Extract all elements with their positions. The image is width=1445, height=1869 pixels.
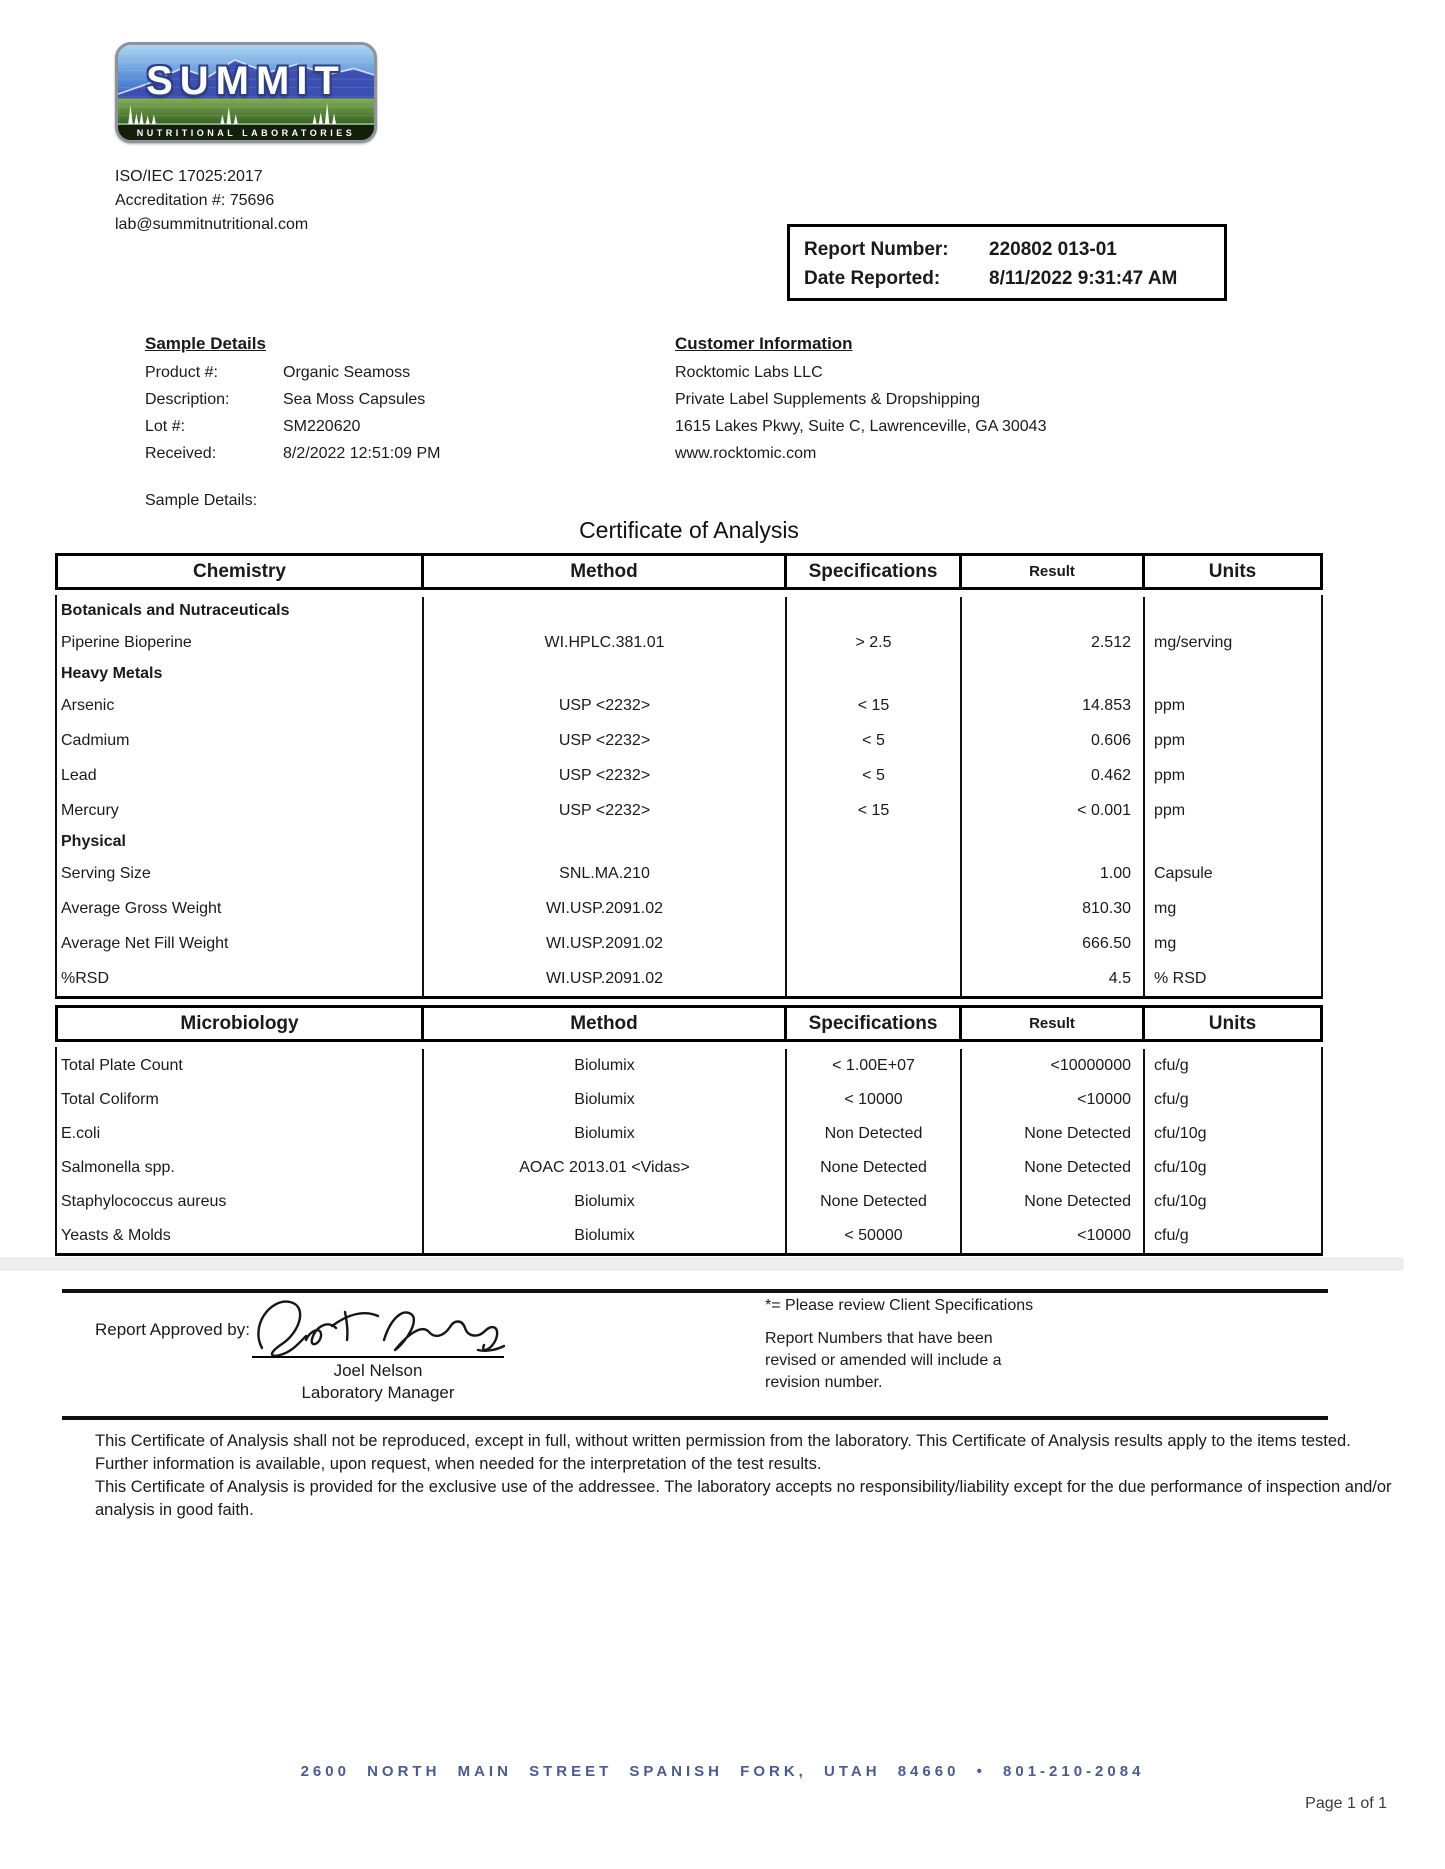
customer-address: 1615 Lakes Pkwy, Suite C, Lawrenceville, GA 30043 — [675, 418, 1047, 435]
table-cell: < 1.00E+07 — [787, 1049, 962, 1083]
table-cell: cfu/g — [1154, 1227, 1189, 1244]
table-row — [57, 625, 1321, 660]
lot-value: SM220620 — [283, 418, 361, 435]
table-cell: None Detected — [962, 1117, 1145, 1151]
table-row — [57, 1219, 1321, 1253]
table-body — [55, 1047, 1323, 1256]
customer-website: www.rocktomic.com — [675, 445, 817, 462]
lab-address-footer: 2600 NORTH MAIN STREET SPANISH FORK, UTAH 84660 • 801-210-2084 — [300, 1763, 1145, 1780]
table-cell: Capsule — [1154, 864, 1213, 882]
date-reported-row — [804, 264, 1224, 293]
table-cell: WI.USP.2091.02 — [424, 961, 787, 996]
table-cell — [1145, 660, 1321, 688]
table-header-row — [55, 553, 1323, 590]
column-header: Units — [1208, 1012, 1257, 1034]
column-header: Method — [424, 556, 787, 587]
table-cell: < 10000 — [787, 1083, 962, 1117]
report-number-label: Report Number: — [804, 239, 949, 260]
accreditation-number: Accreditation #: 75696 — [115, 192, 275, 209]
table-cell: 0.606 — [962, 723, 1145, 758]
table-cell: Total Plate Count — [57, 1049, 424, 1083]
summit-logo — [115, 42, 377, 143]
table-cell: Cadmium — [57, 723, 424, 758]
table-cell: cfu/10g — [1154, 1125, 1207, 1142]
table-row — [57, 1049, 1321, 1083]
table-cell — [787, 926, 962, 961]
table-cell: mg — [1154, 934, 1177, 952]
table-cell: cfu/10g — [1154, 1193, 1207, 1210]
table-cell: Mercury — [57, 793, 424, 828]
table-cell: AOAC 2013.01 <Vidas> — [424, 1151, 787, 1185]
table-row — [57, 793, 1321, 828]
disclaimer-paragraph-1: This Certificate of Analysis shall not be reproduced, except in full, without written permission from the laboratory. This Certificate of Analysis results apply to the items tested. Further information is available, upon request, when needed for the interpretation of the test results. — [95, 1432, 1351, 1473]
table-cell: < 15 — [787, 688, 962, 723]
table-cell: Biolumix — [424, 1083, 787, 1117]
table-cell: None Detected — [787, 1151, 962, 1185]
table-cell: Non Detected — [787, 1117, 962, 1151]
table-cell: <10000000 — [962, 1049, 1145, 1083]
table-cell: None Detected — [962, 1185, 1145, 1219]
table-cell: Salmonella spp. — [57, 1151, 424, 1185]
table-row — [57, 856, 1321, 891]
customer-information-heading: Customer Information — [675, 334, 853, 353]
table-cell: SNL.MA.210 — [424, 856, 787, 891]
certificate-title: Certificate of Analysis — [579, 517, 799, 543]
table-cell: Biolumix — [424, 1117, 787, 1151]
table-cell: 14.853 — [962, 688, 1145, 723]
table-cell: Staphylococcus aureus — [57, 1185, 424, 1219]
section-row — [57, 828, 1321, 856]
table-row — [57, 688, 1321, 723]
table-cell — [787, 597, 962, 625]
table-cell — [962, 660, 1145, 688]
table-cell: < 5 — [787, 758, 962, 793]
received-value: 8/2/2022 12:51:09 PM — [283, 445, 441, 462]
signature-image — [248, 1292, 508, 1358]
table-cell: 0.462 — [962, 758, 1145, 793]
table-cell: None Detected — [787, 1185, 962, 1219]
table-cell: 4.5 — [962, 961, 1145, 996]
table-row — [57, 1083, 1321, 1117]
table-cell: mg — [1154, 899, 1177, 917]
customer-information-block — [675, 359, 1046, 467]
signature-line — [252, 1356, 504, 1358]
column-header: Chemistry — [58, 556, 424, 587]
table-row — [57, 758, 1321, 793]
table-cell: ppm — [1154, 731, 1186, 749]
table-body — [55, 595, 1323, 999]
disclaimer-block — [95, 1430, 1393, 1522]
table-cell: ppm — [1154, 801, 1186, 819]
sample-details-heading: Sample Details — [145, 334, 266, 353]
table-cell — [1145, 597, 1321, 625]
customer-tagline: Private Label Supplements & Dropshipping — [675, 391, 981, 408]
table-cell: cfu/g — [1154, 1091, 1189, 1108]
table-cell — [424, 660, 787, 688]
section-row — [57, 660, 1321, 688]
table-row — [57, 891, 1321, 926]
logo-banner — [118, 125, 374, 140]
table-cell: mg/serving — [1154, 633, 1233, 651]
product-label: Product #: — [145, 364, 218, 381]
table-cell — [424, 597, 787, 625]
table-row — [57, 961, 1321, 996]
report-number-row — [804, 235, 1224, 264]
table-cell — [1145, 828, 1321, 856]
table-cell: 666.50 — [962, 926, 1145, 961]
table-cell — [787, 891, 962, 926]
received-label: Received: — [145, 445, 217, 462]
chemistry-table — [55, 553, 1323, 999]
table-cell: Yeasts & Molds — [57, 1219, 424, 1253]
table-cell — [787, 856, 962, 891]
table-header-row — [55, 1005, 1323, 1042]
customer-name: Rocktomic Labs LLC — [675, 364, 823, 381]
table-cell: Average Gross Weight — [57, 891, 424, 926]
table-cell — [424, 828, 787, 856]
table-cell — [787, 961, 962, 996]
column-header: Specifications — [787, 556, 962, 587]
horizontal-rule-bottom — [62, 1416, 1328, 1420]
column-header: Result — [962, 556, 1145, 587]
client-specs-note: *= Please review Client Specifications — [765, 1297, 1034, 1314]
table-cell: 810.30 — [962, 891, 1145, 926]
table-cell: > 2.5 — [787, 625, 962, 660]
column-header: Result — [962, 1008, 1145, 1039]
table-cell: Average Net Fill Weight — [57, 926, 424, 961]
table-cell: WI.USP.2091.02 — [424, 926, 787, 961]
table-cell: E.coli — [57, 1117, 424, 1151]
report-info-box — [787, 224, 1227, 301]
date-reported-value: 8/11/2022 9:31:47 AM — [989, 268, 1178, 289]
table-cell: cfu/10g — [1154, 1159, 1207, 1176]
logo-wordmark: SUMMIT — [146, 59, 346, 103]
signer-title: Laboratory Manager — [301, 1383, 455, 1402]
gray-divider-strip — [0, 1257, 1404, 1271]
table-cell: Heavy Metals — [57, 660, 424, 688]
description-label: Description: — [145, 391, 230, 408]
sample-row-received — [145, 440, 440, 467]
section-row — [57, 597, 1321, 625]
table-cell: Physical — [57, 828, 424, 856]
table-cell — [962, 828, 1145, 856]
accreditation-block — [115, 165, 308, 237]
table-cell: Lead — [57, 758, 424, 793]
sample-details-block — [145, 359, 440, 467]
table-cell: USP <2232> — [424, 793, 787, 828]
table-cell: Arsenic — [57, 688, 424, 723]
logo-banner-text: NUTRITIONAL LABORATORIES — [136, 127, 356, 138]
table-cell: Botanicals and Nutraceuticals — [57, 597, 424, 625]
table-cell: USP <2232> — [424, 688, 787, 723]
table-cell: WI.USP.2091.02 — [424, 891, 787, 926]
column-header: Method — [424, 1008, 787, 1039]
product-value: Organic Seamoss — [283, 364, 411, 381]
table-cell — [962, 597, 1145, 625]
table-cell: None Detected — [962, 1151, 1145, 1185]
column-header: Units — [1208, 560, 1257, 582]
table-row — [57, 1151, 1321, 1185]
table-cell: < 0.001 — [962, 793, 1145, 828]
revision-note: Report Numbers that have been revised or amended will include a revision number. — [765, 1330, 1002, 1391]
description-value: Sea Moss Capsules — [283, 391, 426, 408]
report-number-value: 220802 013-01 — [989, 239, 1117, 260]
microbiology-table — [55, 1005, 1323, 1256]
table-cell: cfu/g — [1154, 1057, 1189, 1074]
signer-block — [252, 1360, 504, 1404]
date-reported-label: Date Reported: — [804, 268, 941, 289]
table-cell: ppm — [1154, 696, 1186, 714]
lab-email: lab@summitnutritional.com — [115, 216, 309, 233]
page-number: Page 1 of 1 — [1305, 1795, 1387, 1812]
table-cell: < 15 — [787, 793, 962, 828]
report-approved-label: Report Approved by: — [95, 1320, 250, 1339]
table-cell: <10000 — [962, 1219, 1145, 1253]
table-cell — [787, 828, 962, 856]
table-cell — [787, 660, 962, 688]
table-cell: WI.HPLC.381.01 — [424, 625, 787, 660]
table-row — [57, 723, 1321, 758]
sample-row-lot — [145, 413, 440, 440]
table-row — [57, 1185, 1321, 1219]
sample-row-description — [145, 386, 440, 413]
table-cell: USP <2232> — [424, 758, 787, 793]
table-cell: Biolumix — [424, 1185, 787, 1219]
table-cell: Piperine Bioperine — [57, 625, 424, 660]
table-cell: < 5 — [787, 723, 962, 758]
signer-name: Joel Nelson — [333, 1361, 423, 1380]
table-row — [57, 1117, 1321, 1151]
table-row — [57, 926, 1321, 961]
table-cell: Serving Size — [57, 856, 424, 891]
sample-row-product — [145, 359, 440, 386]
table-cell: Biolumix — [424, 1219, 787, 1253]
lot-label: Lot #: — [145, 418, 186, 435]
table-cell: 2.512 — [962, 625, 1145, 660]
table-cell: 1.00 — [962, 856, 1145, 891]
table-cell: < 50000 — [787, 1219, 962, 1253]
table-cell: Total Coliform — [57, 1083, 424, 1117]
sample-details-extra-label: Sample Details: — [145, 492, 258, 509]
iso-standard: ISO/IEC 17025:2017 — [115, 168, 263, 185]
column-header: Specifications — [787, 1008, 962, 1039]
table-cell: % RSD — [1154, 969, 1207, 987]
table-cell: <10000 — [962, 1083, 1145, 1117]
table-cell: Biolumix — [424, 1049, 787, 1083]
table-cell: USP <2232> — [424, 723, 787, 758]
column-header: Microbiology — [58, 1008, 424, 1039]
table-cell: ppm — [1154, 766, 1186, 784]
disclaimer-paragraph-2: This Certificate of Analysis is provided for the exclusive use of the addressee. The laboratory accepts no responsibility/liability except for the due performance of inspection and/or analysis in good faith. — [95, 1478, 1392, 1519]
table-cell: %RSD — [57, 961, 424, 996]
